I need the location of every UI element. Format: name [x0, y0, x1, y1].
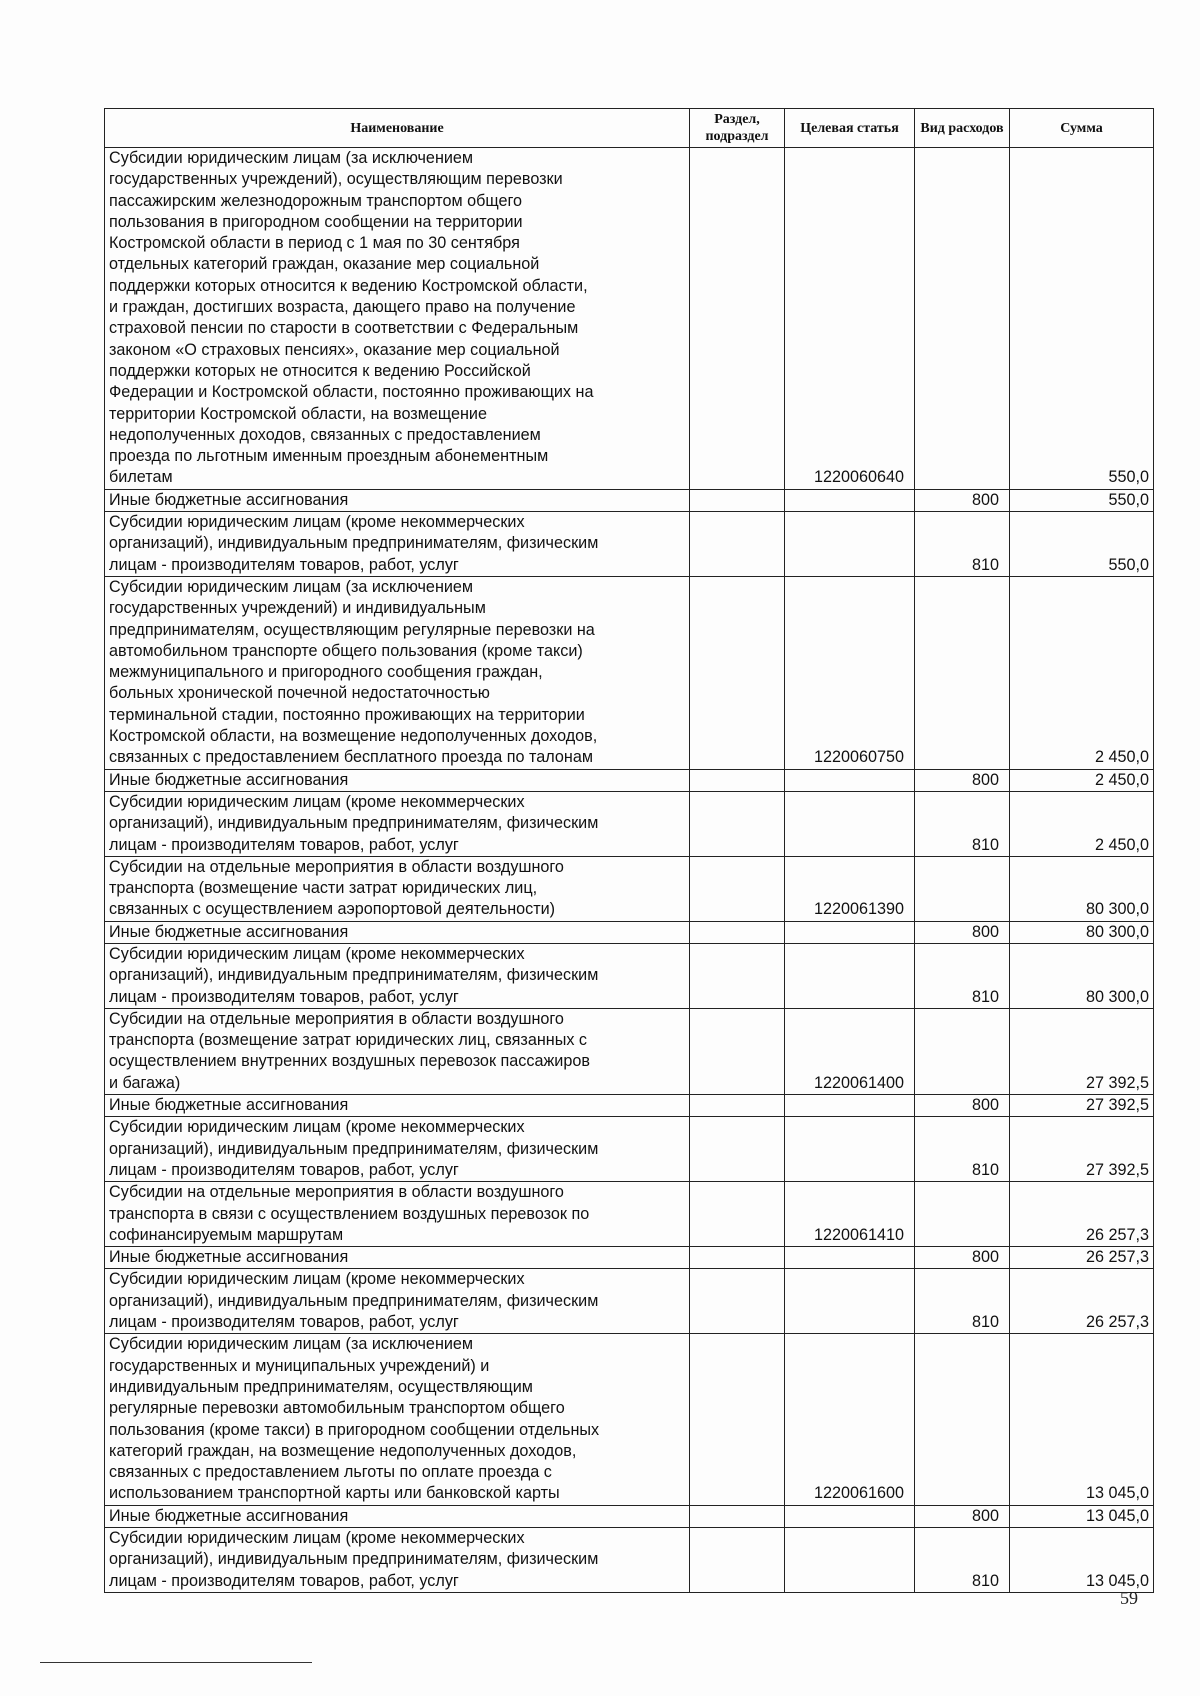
table-body: [105, 148, 1154, 1593]
cell-target: 1220061390: [785, 856, 915, 921]
cell-sum: 550,0: [1010, 489, 1154, 511]
cell-section: [690, 1008, 785, 1094]
cell-target: 1220061400: [785, 1008, 915, 1094]
cell-sum: 26 257,3: [1010, 1269, 1154, 1334]
cell-name: Субсидии юридическим лицам (кроме некоммерческих организаций), индивидуальным предпринимателям, физическим лицам - производителям товаров, работ, услуг: [105, 943, 690, 1008]
cell-target: [785, 512, 915, 577]
cell-expense: 810: [915, 1117, 1010, 1182]
cell-expense: [915, 148, 1010, 490]
cell-sum: 27 392,5: [1010, 1095, 1154, 1117]
cell-expense: 800: [915, 921, 1010, 943]
header-section: Раздел, подраздел: [690, 109, 785, 148]
cell-section: [690, 1095, 785, 1117]
cell-section: [690, 943, 785, 1008]
cell-section: [690, 791, 785, 856]
table-row: [105, 769, 1154, 791]
cell-target: [785, 1095, 915, 1117]
cell-expense: 810: [915, 943, 1010, 1008]
table-row: [105, 791, 1154, 856]
cell-sum: 550,0: [1010, 512, 1154, 577]
cell-section: [690, 1334, 785, 1505]
cell-name: Субсидии юридическим лицам (за исключением государственных учреждений), осуществляющим перевозки пассажирским железнодорожным транспортом общего пользования в пригородном сообщении на территории Костромской области в период с 1 мая по 30 сентября отдельных категорий граждан, оказание мер социальной поддержки которых относится к ведению Костромской области, и граждан, достигших возраста, дающего право на получение страховой пенсии по старости в соответствии с Федеральным законом «О страховых пенсиях», оказание мер социальной поддержки которых не относится к ведению Российской Федерации и Костромской области, постоянно проживающих на территории Костромской области, на возмещение недополученных доходов, связанных с предоставлением проезда по льготным именным проездным абонементным билетам: [105, 148, 690, 490]
cell-expense: [915, 576, 1010, 769]
footnote-rule: [40, 1662, 312, 1663]
table-row: [105, 921, 1154, 943]
header-target: Целевая статья: [785, 109, 915, 148]
cell-section: [690, 148, 785, 490]
cell-expense: [915, 1334, 1010, 1505]
cell-name: Субсидии юридическим лицам (за исключением государственных и муниципальных учреждений) и индивидуальным предпринимателям, осуществляющим регулярные перевозки автомобильным транспортом общего пользования (кроме такси) в пригородном сообщении отдельных категорий граждан, на возмещение недополученных доходов, связанных с предоставлением льготы по оплате проезда с использованием транспортной карты или банковской карты: [105, 1334, 690, 1505]
header-name: Наименование: [105, 109, 690, 148]
cell-section: [690, 856, 785, 921]
cell-section: [690, 1269, 785, 1334]
cell-section: [690, 1117, 785, 1182]
cell-expense: 810: [915, 1269, 1010, 1334]
budget-table: [104, 108, 1154, 1593]
cell-expense: [915, 1182, 1010, 1247]
table-header-row: [105, 109, 1154, 148]
cell-name: Субсидии юридическим лицам (кроме некоммерческих организаций), индивидуальным предпринимателям, физическим лицам - производителям товаров, работ, услуг: [105, 791, 690, 856]
cell-target: 1220060640: [785, 148, 915, 490]
cell-expense: 810: [915, 791, 1010, 856]
cell-target: 1220061410: [785, 1182, 915, 1247]
cell-section: [690, 1182, 785, 1247]
cell-name: Иные бюджетные ассигнования: [105, 921, 690, 943]
cell-target: [785, 1117, 915, 1182]
cell-sum: 2 450,0: [1010, 769, 1154, 791]
cell-target: 1220060750: [785, 576, 915, 769]
cell-name: Субсидии юридическим лицам (кроме некоммерческих организаций), индивидуальным предпринимателям, физическим лицам - производителям товаров, работ, услуг: [105, 512, 690, 577]
cell-name: Иные бюджетные ассигнования: [105, 1095, 690, 1117]
cell-name: Субсидии на отдельные мероприятия в области воздушного транспорта (возмещение части затрат юридических лиц, связанных с осуществлением аэропортовой деятельности): [105, 856, 690, 921]
cell-sum: 26 257,3: [1010, 1247, 1154, 1269]
cell-target: 1220061600: [785, 1334, 915, 1505]
cell-target: [785, 489, 915, 511]
cell-target: [785, 1247, 915, 1269]
page-number: 59: [1120, 1588, 1138, 1608]
cell-sum: 27 392,5: [1010, 1008, 1154, 1094]
cell-target: [785, 921, 915, 943]
cell-sum: 80 300,0: [1010, 856, 1154, 921]
cell-target: [785, 1505, 915, 1527]
cell-target: [785, 1269, 915, 1334]
cell-sum: 80 300,0: [1010, 943, 1154, 1008]
cell-target: [785, 791, 915, 856]
table-row: [105, 489, 1154, 511]
cell-sum: 27 392,5: [1010, 1117, 1154, 1182]
cell-expense: 800: [915, 1247, 1010, 1269]
cell-name: Субсидии на отдельные мероприятия в области воздушного транспорта в связи с осуществлением воздушных перевозок по софинансируемым маршрутам: [105, 1182, 690, 1247]
table-row: [105, 1095, 1154, 1117]
cell-name: Субсидии юридическим лицам (кроме некоммерческих организаций), индивидуальным предпринимателям, физическим лицам - производителям товаров, работ, услуг: [105, 1528, 690, 1593]
cell-expense: 810: [915, 512, 1010, 577]
cell-sum: 13 045,0: [1010, 1505, 1154, 1527]
cell-section: [690, 921, 785, 943]
cell-expense: 800: [915, 1505, 1010, 1527]
cell-sum: 80 300,0: [1010, 921, 1154, 943]
table-row: [105, 1334, 1154, 1505]
cell-expense: 810: [915, 1528, 1010, 1593]
cell-name: Иные бюджетные ассигнования: [105, 1505, 690, 1527]
cell-target: [785, 1528, 915, 1593]
cell-section: [690, 769, 785, 791]
table-row: [105, 512, 1154, 577]
cell-name: Иные бюджетные ассигнования: [105, 1247, 690, 1269]
cell-section: [690, 1247, 785, 1269]
table-row: [105, 943, 1154, 1008]
cell-sum: 26 257,3: [1010, 1182, 1154, 1247]
cell-section: [690, 489, 785, 511]
cell-name: Субсидии юридическим лицам (кроме некоммерческих организаций), индивидуальным предпринимателям, физическим лицам - производителям товаров, работ, услуг: [105, 1269, 690, 1334]
cell-name: Субсидии юридическим лицам (за исключением государственных учреждений) и индивидуальным предпринимателям, осуществляющим регулярные перевозки на автомобильном транспорте общего пользования (кроме такси) межмуниципального и пригородного сообщения граждан, больных хронической почечной недостаточностью терминальной стадии, постоянно проживающих на территории Костромской области, на возмещение недополученных доходов, связанных с предоставлением бесплатного проезда по талонам: [105, 576, 690, 769]
cell-name: Субсидии юридическим лицам (кроме некоммерческих организаций), индивидуальным предпринимателям, физическим лицам - производителям товаров, работ, услуг: [105, 1117, 690, 1182]
cell-expense: [915, 1008, 1010, 1094]
header-expense: Вид расходов: [915, 109, 1010, 148]
cell-expense: [915, 856, 1010, 921]
cell-section: [690, 1505, 785, 1527]
cell-target: [785, 769, 915, 791]
table-row: [105, 1008, 1154, 1094]
cell-expense: 800: [915, 769, 1010, 791]
table-row: [105, 1528, 1154, 1593]
cell-target: [785, 943, 915, 1008]
header-sum: Сумма: [1010, 109, 1154, 148]
cell-sum: 13 045,0: [1010, 1528, 1154, 1593]
cell-expense: 800: [915, 1095, 1010, 1117]
table-row: [105, 856, 1154, 921]
table-row: [105, 1182, 1154, 1247]
cell-name: Иные бюджетные ассигнования: [105, 489, 690, 511]
cell-name: Субсидии на отдельные мероприятия в области воздушного транспорта (возмещение затрат юридических лиц, связанных с осуществлением внутренних воздушных перевозок пассажиров и багажа): [105, 1008, 690, 1094]
cell-section: [690, 1528, 785, 1593]
cell-name: Иные бюджетные ассигнования: [105, 769, 690, 791]
cell-sum: 2 450,0: [1010, 576, 1154, 769]
table-row: [105, 1117, 1154, 1182]
cell-sum: 550,0: [1010, 148, 1154, 490]
table-row: [105, 1505, 1154, 1527]
cell-section: [690, 512, 785, 577]
table-row: [105, 1269, 1154, 1334]
cell-sum: 2 450,0: [1010, 791, 1154, 856]
cell-expense: 800: [915, 489, 1010, 511]
cell-section: [690, 576, 785, 769]
cell-sum: 13 045,0: [1010, 1334, 1154, 1505]
table-row: [105, 576, 1154, 769]
table-row: [105, 1247, 1154, 1269]
table-row: [105, 148, 1154, 490]
